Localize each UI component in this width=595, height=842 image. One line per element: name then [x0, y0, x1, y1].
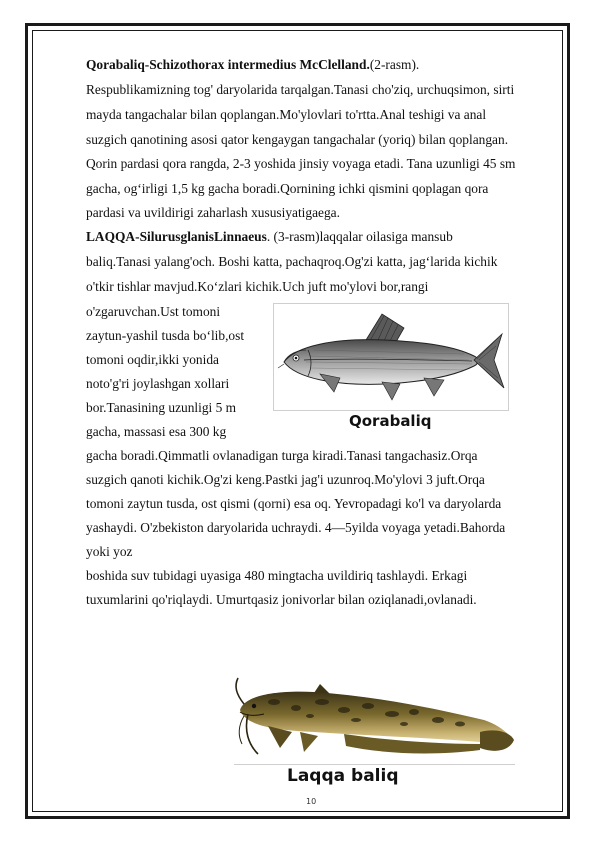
qorabaliq-title: Qorabaliq-Schizothorax intermedius McClelland.	[86, 57, 370, 72]
laqqa-caption: Laqqa baliq	[287, 766, 399, 786]
wrapped-line: bor.Tanasining uzunligi 5 m	[86, 400, 237, 415]
paragraph-line: Qorin pardasi qora rangda, 2-3 yoshida jinsiy voyaga etadi. Tana uzunligi 45 sm	[86, 156, 516, 171]
wrapped-line: zaytun-yashil tusda bo‘lib,ost	[86, 328, 245, 343]
qorabaliq-fish-illustration	[274, 304, 508, 410]
paragraph-line: mayda tangachalar bilan qoplangan.Mo'ylovlari to'rtta.Anal teshigi va anal	[86, 107, 487, 122]
laqqa-figure	[234, 674, 515, 766]
paragraph-line: baliq.Tanasi yalang'och. Boshi katta, pachaqroq.Og'zi katta, jag‘larida kichik	[86, 254, 498, 269]
qorabaliq-figure	[273, 303, 509, 411]
paragraph-line: tuxumlarini qo'riqlaydi. Umurtqasiz jonivorlar bilan oziqlanadi,ovlanadi.	[86, 592, 477, 607]
paragraph-line: gacha boradi.Qimmatli ovlanadigan turga kiradi.Tanasi tangachasiz.Orqa	[86, 448, 478, 463]
qorabaliq-heading	[86, 57, 419, 73]
paragraph-line: yashaydi. O'zbekiston daryolarida uchraydi. 4—5yilda voyaga yetadi.Bahorda	[86, 520, 506, 535]
paragraph-line: o'tkir tishlar mavjud.Ko‘zlari kichik.Uch juft mo'ylovi bor,rangi	[86, 279, 429, 294]
paragraph-line: Respublikamizning tog' daryolarida tarqalgan.Tanasi cho'ziq, urchuqsimon, sirti	[86, 82, 515, 97]
qorabaliq-title-suffix: (2-rasm).	[369, 57, 420, 72]
paragraph-line: tomoni zaytun tusda, ost qismi (qorni) esa oq. Yevropadagi ko'l va daryolarda	[86, 496, 502, 511]
laqqa-fish-illustration	[234, 674, 515, 766]
wrapped-line: noto'g'ri joylashgan xollari	[86, 376, 230, 391]
laqqa-heading	[86, 229, 453, 245]
qorabaliq-caption: Qorabaliq	[349, 412, 432, 430]
paragraph-line: boshida suv tubidagi uyasiga 480 mingtacha uvildiriq tashlaydi. Erkagi	[86, 568, 468, 583]
wrapped-line: gacha, massasi esa 300 kg	[86, 424, 227, 439]
page-number: 10	[306, 797, 317, 806]
paragraph-line: yoki yoz	[86, 544, 133, 559]
laqqa-title-suffix: . (3-rasm)laqqalar oilasiga mansub	[266, 229, 453, 244]
laqqa-title: LAQQA-SilurusglanisLinnaeus	[86, 229, 267, 244]
wrapped-line: o'zgaruvchan.Ust tomoni	[86, 304, 221, 319]
paragraph-line: gacha, og‘irligi 1,5 kg gacha boradi.Qornining ichki qismini qoplagan qora	[86, 181, 489, 196]
paragraph-line: suzgich qanoti kichik.Og'zi keng.Pastki jag'i uzunroq.Mo'ylovi 3 juft.Orqa	[86, 472, 485, 487]
paragraph-line: suzgich qanotining asosi qator kengaygan tangachalar (yoriq) bilan qoplangan.	[86, 132, 509, 147]
paragraph-line: pardasi va uvildirigi zaharlash xususiyatigaega.	[86, 205, 340, 220]
wrapped-line: tomoni oqdir,ikki yonida	[86, 352, 219, 367]
laqqa-figure-rule	[234, 764, 515, 765]
